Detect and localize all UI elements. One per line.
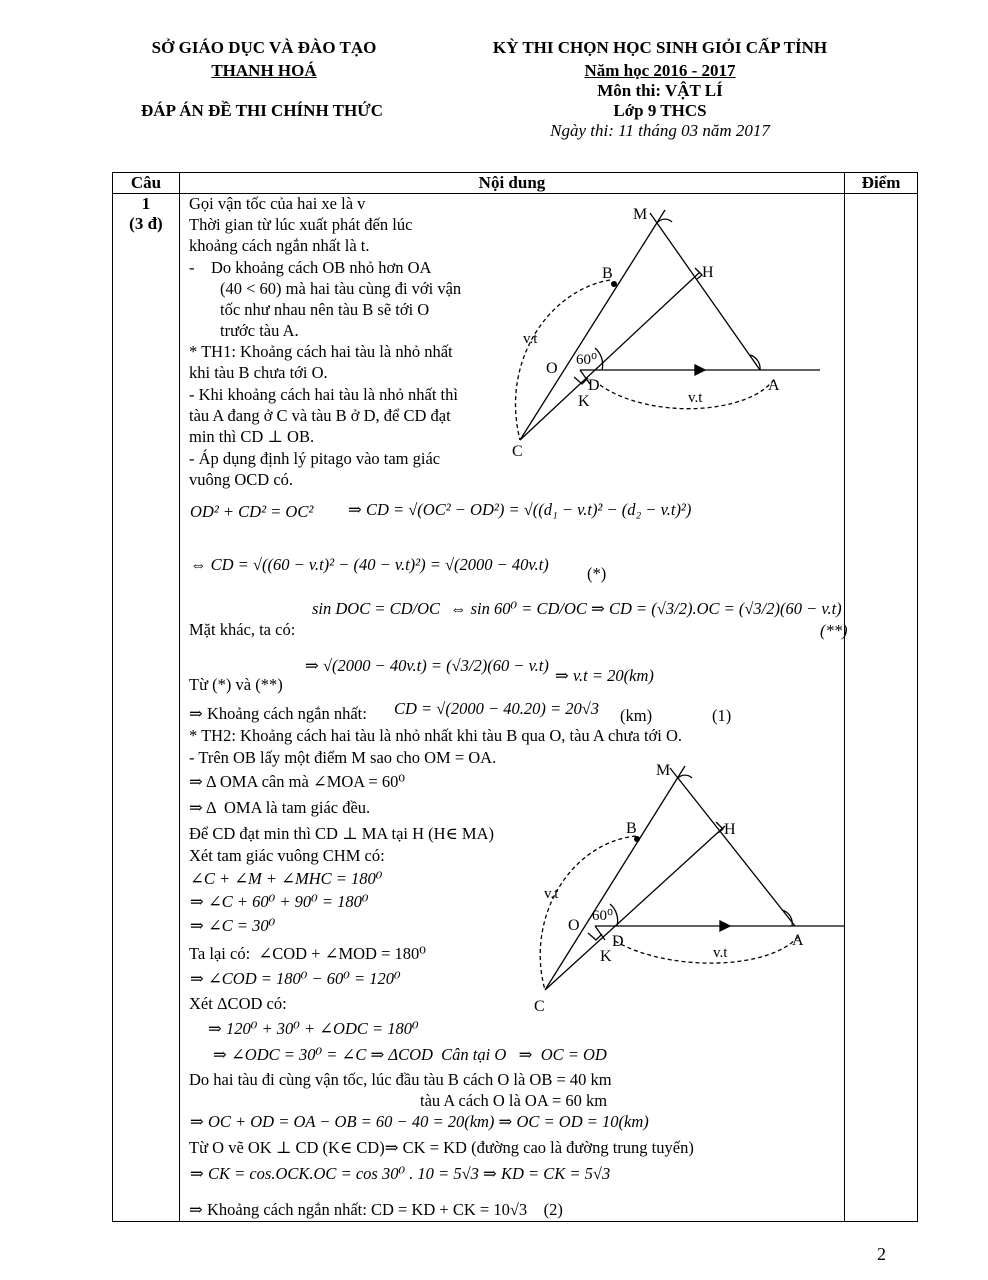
equation: ⇔ CD = √((60 − v.t)² − (40 − v.t)²) = √(2000 − 40v.t)	[190, 555, 549, 574]
equation: ⇒ CK = cos.OCK.OC = cos 30⁰ . 10 = 5√3 ⇒ KD = CK = 5√3	[190, 1164, 611, 1183]
text-line: (1)	[712, 706, 732, 725]
label-vt: v.t	[713, 945, 728, 961]
equation: ⇒ CD = √(OC² − OD²) = √((d₁ − v.t)² − (d₂ − v.t)²)	[348, 500, 692, 519]
question-number: 1	[141, 194, 151, 213]
text-line: Xét ΔCOD có:	[189, 994, 287, 1013]
text-line: ⇒ Khoảng cách ngắn nhất:	[189, 704, 367, 723]
text-line: - Trên OB lấy một điểm M sao cho OM = OA.	[189, 748, 497, 767]
text-line: Từ (*) và (**)	[189, 675, 283, 694]
label-O: O	[546, 360, 558, 377]
equation: ⇒ OC + OD = OA − OB = 60 − 40 = 20(km) ⇒ OC = OD = 10(km)	[190, 1112, 649, 1131]
text-line: tàu A cách O là OA = 60 km	[420, 1091, 608, 1110]
label-K: K	[578, 393, 590, 410]
label-B: B	[626, 820, 637, 837]
equation-tag: (**)	[820, 621, 848, 640]
text-line: khi tàu B chưa tới O.	[189, 363, 328, 382]
text-line: (40 < 60) mà hai tàu cùng đi với vận	[220, 279, 462, 298]
equation: OD² + CD² = OC²	[190, 502, 314, 521]
school-year: Năm học 2016 - 2017	[584, 61, 736, 80]
province-name: THANH HOÁ	[211, 61, 317, 80]
text-line: Từ O vẽ OK ⊥ CD (K∈ CD)⇒ CK = KD (đường cao là đường trung tuyến)	[189, 1138, 694, 1157]
label-A: A	[792, 932, 804, 949]
text-line: trước tàu A.	[220, 321, 299, 340]
col-header-noidung: Nội dung	[179, 173, 844, 194]
text-line: ⇒ Δ OMA là tam giác đều.	[189, 798, 371, 817]
col-header-cau: Câu	[113, 173, 180, 194]
text-line: tốc như nhau nên tàu B sẽ tới O	[220, 300, 430, 319]
equation: ⇒ v.t = 20(km)	[555, 666, 654, 685]
figure-case1	[490, 200, 830, 465]
text-line: Ta lại có: ∠COD + ∠MOD = 180⁰	[189, 944, 426, 963]
label-O: O	[568, 917, 580, 934]
equation: ⇒ 120⁰ + 30⁰ + ∠ODC = 180⁰	[208, 1019, 419, 1038]
equation: CD = √(2000 − 40.20) = 20√3	[394, 699, 600, 718]
question-points: (3 đ)	[129, 214, 163, 233]
text-line: * TH1: Khoảng cách hai tàu là nhỏ nhất	[189, 342, 453, 361]
text-line: ⇒ Khoảng cách ngắn nhất: CD = KD + CK = 10√3 (2)	[189, 1200, 563, 1219]
label-angle: 60⁰	[592, 908, 614, 924]
equation: sin DOC = CD/OC	[312, 599, 441, 618]
label-angle: 60⁰	[576, 352, 598, 368]
col-header-diem: Điểm	[845, 173, 918, 194]
text-line: - Do khoảng cách OB nhỏ hơn OA	[189, 258, 432, 277]
exam-title: KỲ THI CHỌN HỌC SINH GIỎI CẤP TỈNH	[492, 38, 828, 57]
text-line: min thì CD ⊥ OB.	[189, 427, 315, 446]
label-C: C	[512, 443, 523, 460]
label-D: D	[612, 933, 624, 950]
page-number: 2	[877, 1244, 886, 1264]
label-M: M	[633, 206, 648, 223]
text-line: * TH2: Khoảng cách hai tàu là nhỏ nhất khi tàu B qua O, tàu A chưa tới O.	[189, 726, 683, 745]
question-cell	[113, 194, 180, 1222]
text-line: vuông OCD có.	[189, 470, 294, 489]
label-C: C	[534, 998, 545, 1015]
exam-date: Ngày thi: 11 tháng 03 năm 2017	[550, 121, 770, 140]
dept-name: SỞ GIÁO DỤC VÀ ĐÀO TẠO	[151, 38, 377, 57]
text-line: tàu A đang ở C và tàu B ở D, để CD đạt	[189, 406, 451, 425]
equation: ⇒ ∠C + 60⁰ + 90⁰ = 180⁰	[190, 892, 369, 911]
equation-tag: (*)	[587, 564, 607, 583]
figure-case2	[520, 758, 850, 1018]
label-vt: v.t	[523, 331, 538, 347]
equation: ∠C + ∠M + ∠MHC = 180⁰	[190, 869, 383, 888]
text-line: (km)	[620, 706, 653, 725]
text-line: - Áp dụng định lý pitago vào tam giác	[189, 449, 441, 468]
equation: ⇒ √(2000 − 40v.t) = (√3/2)(60 − v.t)	[305, 656, 549, 675]
subject: Môn thi: VẬT LÍ	[597, 81, 723, 100]
text-line: Gọi vận tốc của hai xe là v	[189, 194, 366, 213]
equation: ⇒ ∠C = 30⁰	[190, 916, 276, 935]
text-line: Do hai tàu đi cùng vận tốc, lúc đầu tàu B cách O là OB = 40 km	[189, 1070, 612, 1089]
label-M: M	[656, 762, 671, 779]
label-vt: v.t	[688, 390, 703, 406]
text-line: - Khi khoảng cách hai tàu là nhỏ nhất thì	[189, 385, 458, 404]
points-cell	[845, 194, 918, 1222]
label-H: H	[724, 821, 736, 838]
text-line: khoảng cách ngắn nhất là t.	[189, 236, 370, 255]
text-line: Mặt khác, ta có:	[189, 620, 296, 639]
text-line: Xét tam giác vuông CHM có:	[189, 846, 385, 865]
label-H: H	[702, 264, 714, 281]
equation: ⇒ ∠COD = 180⁰ − 60⁰ = 120⁰	[190, 969, 401, 988]
label-B: B	[602, 265, 613, 282]
text-line: Để CD đạt min thì CD ⊥ MA tại H (H∈ MA)	[189, 824, 495, 843]
text-line: ⇒ Δ OMA cân mà ∠MOA = 60⁰	[189, 772, 405, 791]
label-A: A	[768, 377, 780, 394]
grade: Lớp 9 THCS	[613, 101, 707, 120]
equation: ⇔ sin 60⁰ = CD/OC ⇒ CD = (√3/2).OC = (√3/2)(60 − v.t)	[450, 599, 842, 618]
equation: ⇒ ∠ODC = 30⁰ = ∠C ⇒ ΔCOD Cân tại O ⇒ OC = OD	[213, 1045, 607, 1064]
label-K: K	[600, 948, 612, 965]
label-D: D	[588, 377, 600, 394]
doc-title: ĐÁP ÁN ĐỀ THI CHÍNH THỨC	[141, 101, 383, 120]
label-vt: v.t	[544, 886, 559, 902]
text-line: Thời gian từ lúc xuất phát đến lúc	[189, 215, 413, 234]
